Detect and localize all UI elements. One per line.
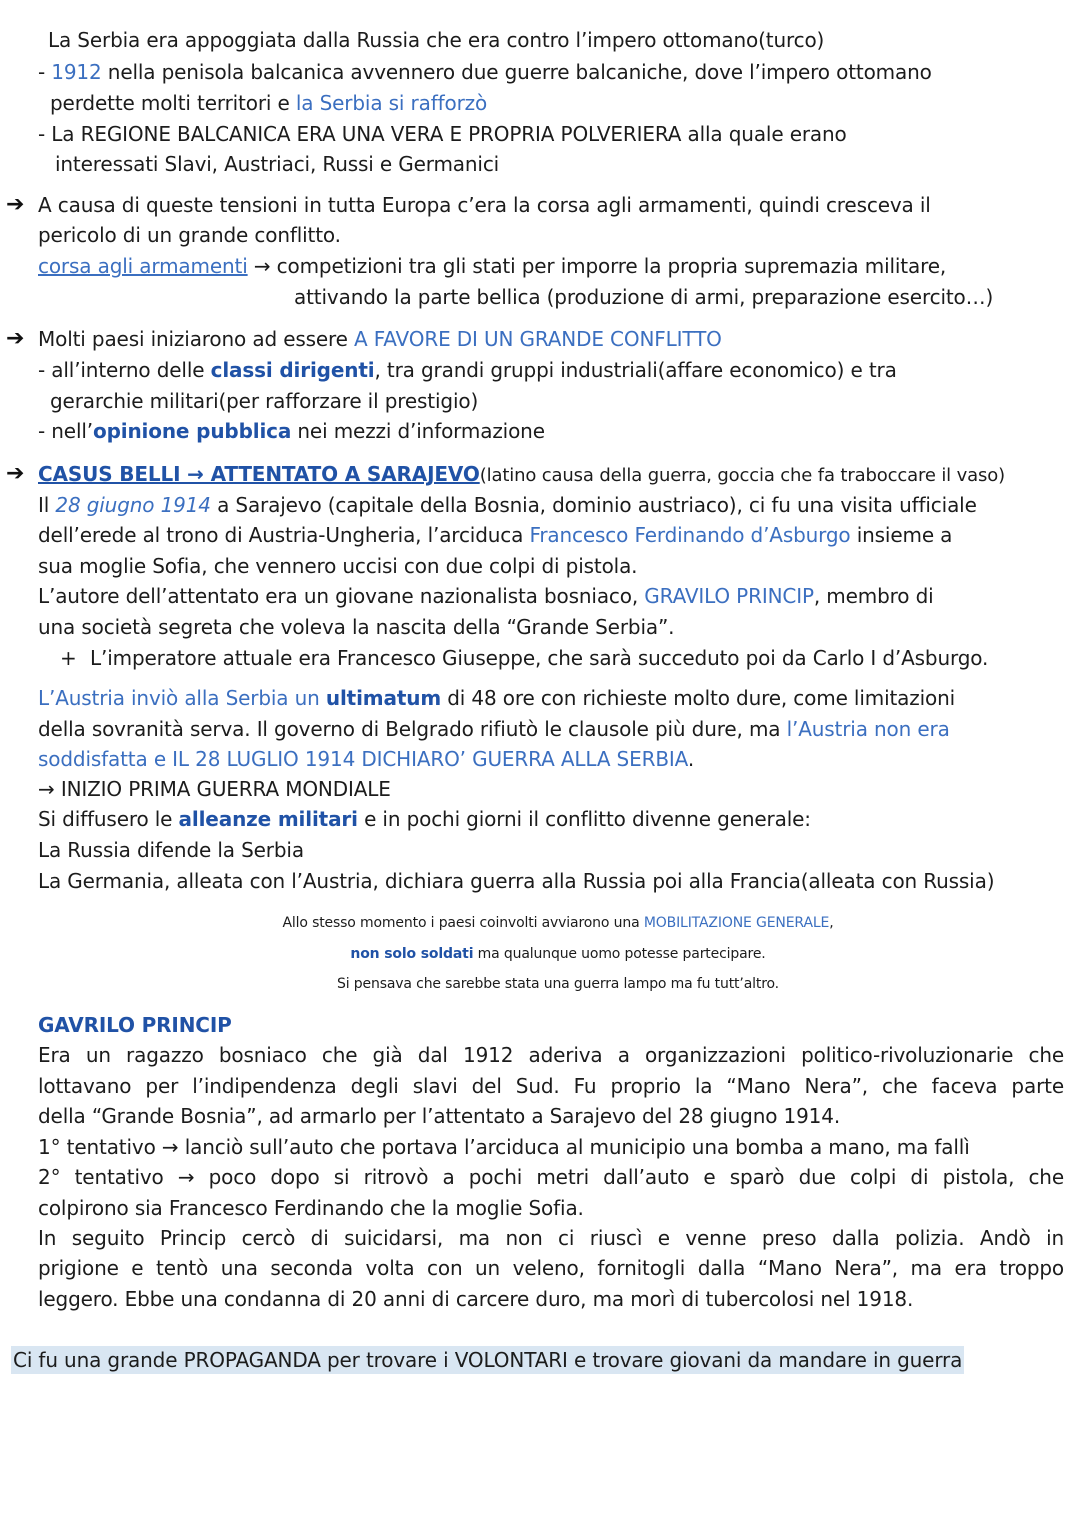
bold-term: opinione pubblica	[92, 419, 292, 443]
text: L’autore dell’attentato era un giovane nazionalista bosniaco,	[38, 584, 645, 608]
interested-peoples-line	[55, 151, 499, 177]
text: ma qualunque uomo potesse partecipare.	[473, 946, 766, 962]
text: nella penisola balcanica avvennero due guerre balcaniche, dove l’impero ottomano	[101, 60, 932, 84]
casus-belli-heading	[38, 461, 1005, 489]
text: Allo stesso momento i paesi coinvolti avviarono una	[282, 915, 644, 931]
gavrilo-line-4: 1° tentativo → lanciò sull’auto che portava l’arciduca al municipio una bomba a mano, ma fallì	[38, 1135, 970, 1159]
propaganda-line	[11, 1347, 964, 1373]
title-note: (latino causa della guerra, goccia che fa traboccare il vaso)	[479, 465, 1005, 486]
text: Molti paesi iniziarono ad essere	[38, 327, 355, 351]
highlight-text: soddisfatta e IL 28 LUGLIO 1914 DICHIARO’ GUERRA ALLA SERBIA	[38, 747, 688, 771]
text: dell’erede al trono di Austria-Ungheria, l’arciduca	[38, 523, 530, 547]
text: Si pensava che sarebbe stata una guerra lampo ma fu tutt’altro.	[337, 976, 779, 992]
sarajevo-line-4	[38, 583, 934, 609]
text: La Germania, alleata con l’Austria, dichiara guerra alla Russia poi alla Francia(alleata con Russia)	[38, 869, 995, 893]
year-1912: 1912	[51, 60, 102, 84]
germany-line	[38, 868, 994, 894]
gavrilo-line-5: 2° tentativo → poco dopo si ritrovò a pochi metri dall’auto e sparò due colpi di pistola, che	[38, 1165, 1064, 1189]
sarajevo-line-5	[38, 614, 674, 640]
text: gerarchie militari(per rafforzare il prestigio)	[50, 389, 479, 413]
mobilization-line-2	[0, 941, 1080, 967]
text: La Serbia era appoggiata dalla Russia che era contro l’impero ottomano(turco)	[48, 28, 825, 52]
russia-line	[38, 837, 304, 863]
arms-race-definition	[38, 253, 946, 279]
highlighted-text: Ci fu una grande PROPAGANDA per trovare i VOLONTARI e trovare giovani da mandare in guerra	[13, 1348, 963, 1372]
arrow-bullet-icon: ➔	[6, 192, 25, 217]
text: interessati Slavi, Austriaci, Russi e Germanici	[55, 152, 500, 176]
text: della sovranità serva. Il governo di Belgrado rifiutò le clausole più dure, ma	[38, 717, 787, 741]
sarajevo-line-3	[38, 553, 637, 579]
in-favor-line	[38, 326, 722, 352]
text: L’Austria inviò alla Serbia un	[38, 686, 326, 710]
date: 28 giugno 1914	[55, 493, 211, 517]
text: e in pochi giorni il conflitto divenne generale:	[357, 807, 811, 831]
text: La Russia difende la Serbia	[38, 838, 304, 862]
text: Si diffusero le	[38, 807, 179, 831]
highlight-text: la Serbia si rafforzò	[295, 91, 488, 115]
gavrilo-line-7: In seguito Princip cercò di suicidarsi, ma non ci riuscì e venne preso dalla polizia. Andò in	[38, 1226, 1064, 1250]
bold-term: classi dirigenti	[210, 358, 375, 382]
text: di 48 ore con richieste molto dure, come limitazioni	[441, 686, 956, 710]
text: , membro di	[813, 584, 934, 608]
text: .	[687, 747, 695, 771]
text: L’imperatore attuale era Francesco Giuseppe, che sarà succeduto poi da Carlo I d’Asburgo.	[90, 646, 989, 670]
powder-keg-line	[38, 121, 847, 147]
ultimatum-line-3	[38, 746, 694, 772]
arms-race-line-2	[38, 222, 341, 248]
text: - La REGIONE BALCANICA ERA UNA VERA E PROPRIA POLVERIERA alla quale erano	[38, 122, 847, 146]
arms-race-line-1	[38, 192, 931, 218]
serbia-strengthened-line	[50, 90, 487, 116]
arrow-bullet-icon: ➔	[6, 326, 25, 351]
emperor-line	[90, 645, 988, 671]
bold-term: ultimatum	[325, 686, 442, 710]
section-title: GAVRILO PRINCIP	[38, 1013, 232, 1037]
text: Il	[38, 493, 56, 517]
text: - nell’	[38, 419, 93, 443]
text: A causa di queste tensioni in tutta Europa c’era la corsa agli armamenti, quindi cresceva il	[38, 193, 931, 217]
sarajevo-line-2	[38, 522, 952, 548]
ultimatum-line-1	[38, 685, 955, 711]
text: una società segreta che voleva la nascita della “Grande Serbia”.	[38, 615, 675, 639]
gavrilo-line-2: lottavano per l’indipendenza degli slavi del Sud. Fu proprio la “Mano Nera”, che faceva parte	[38, 1074, 1064, 1098]
person-name: Francesco Ferdinando d’Asburgo	[529, 523, 851, 547]
section-title: CASUS BELLI → ATTENTATO A SARAJEVO	[38, 462, 480, 486]
gavrilo-line-3: della “Grande Bosnia”, ad armarlo per l’attentato a Sarajevo del 28 giugno 1914.	[38, 1104, 841, 1128]
ultimatum-line-2	[38, 716, 950, 742]
mobilization-line-3	[0, 971, 1080, 997]
gavrilo-line-1: Era un ragazzo bosniaco che già dal 1912 aderiva a organizzazioni politico-rivoluzionarie che	[38, 1043, 1064, 1067]
text: a Sarajevo (capitale della Bosnia, dominio austriaco), ci fu una visita ufficiale	[210, 493, 977, 517]
text: pericolo di un grande conflitto.	[38, 223, 341, 247]
ruling-classes-line	[38, 357, 897, 383]
arrow-bullet-icon: ➔	[6, 461, 25, 486]
mobilization-line-1	[0, 910, 1080, 936]
gavrilo-heading	[38, 1012, 232, 1038]
text: ,	[829, 915, 834, 931]
text: sua moglie Sofia, che vennero uccisi con due colpi di pistola.	[38, 554, 638, 578]
highlight-text: l’Austria non era	[786, 717, 950, 741]
gavrilo-line-9: leggero. Ebbe una condanna di 20 anni di carcere duro, ma morì di tubercolosi nel 1918.	[38, 1287, 914, 1311]
text: perdette molti territori e	[50, 91, 296, 115]
bold-term: non solo soldati	[350, 946, 474, 962]
military-hierarchies-line	[50, 388, 478, 414]
arms-race-definition-cont	[294, 284, 993, 310]
sarajevo-line-1	[38, 492, 977, 518]
text: - all’interno delle	[38, 358, 211, 382]
bold-term: alleanze militari	[178, 807, 358, 831]
gavrilo-line-6: colpirono sia Francesco Ferdinando che la moglie Sofia.	[38, 1196, 584, 1220]
text: nei mezzi d’informazione	[291, 419, 545, 443]
text: → INIZIO PRIMA GUERRA MONDIALE	[38, 777, 391, 801]
dash: -	[38, 60, 52, 84]
definition-text: → competizioni tra gli stati per imporre la propria supremazia militare,	[247, 254, 947, 278]
highlight-text: A FAVORE DI UN GRANDE CONFLITTO	[354, 327, 722, 351]
gavrilo-line-8: prigione e tentò una seconda volta con un veleno, fornitogli dalla “Mano Nera”, ma era troppo	[38, 1256, 1064, 1280]
public-opinion-line	[38, 418, 545, 444]
balkan-wars-line	[38, 59, 932, 85]
text: insieme a	[850, 523, 953, 547]
term-corsa-agli-armamenti: corsa agli armamenti	[38, 254, 248, 278]
alliances-line	[38, 806, 811, 832]
person-name: GRAVILO PRINCIP	[644, 584, 814, 608]
text: , tra grandi gruppi industriali(affare economico) e tra	[374, 358, 897, 382]
serbia-russia-line	[48, 27, 824, 53]
text: attivando la parte bellica (produzione di armi, preparazione esercito…)	[294, 285, 994, 309]
plus-bullet-icon: +	[60, 646, 77, 670]
highlight-text: MOBILITAZIONE GENERALE	[643, 915, 830, 931]
war-start-line	[38, 776, 391, 802]
